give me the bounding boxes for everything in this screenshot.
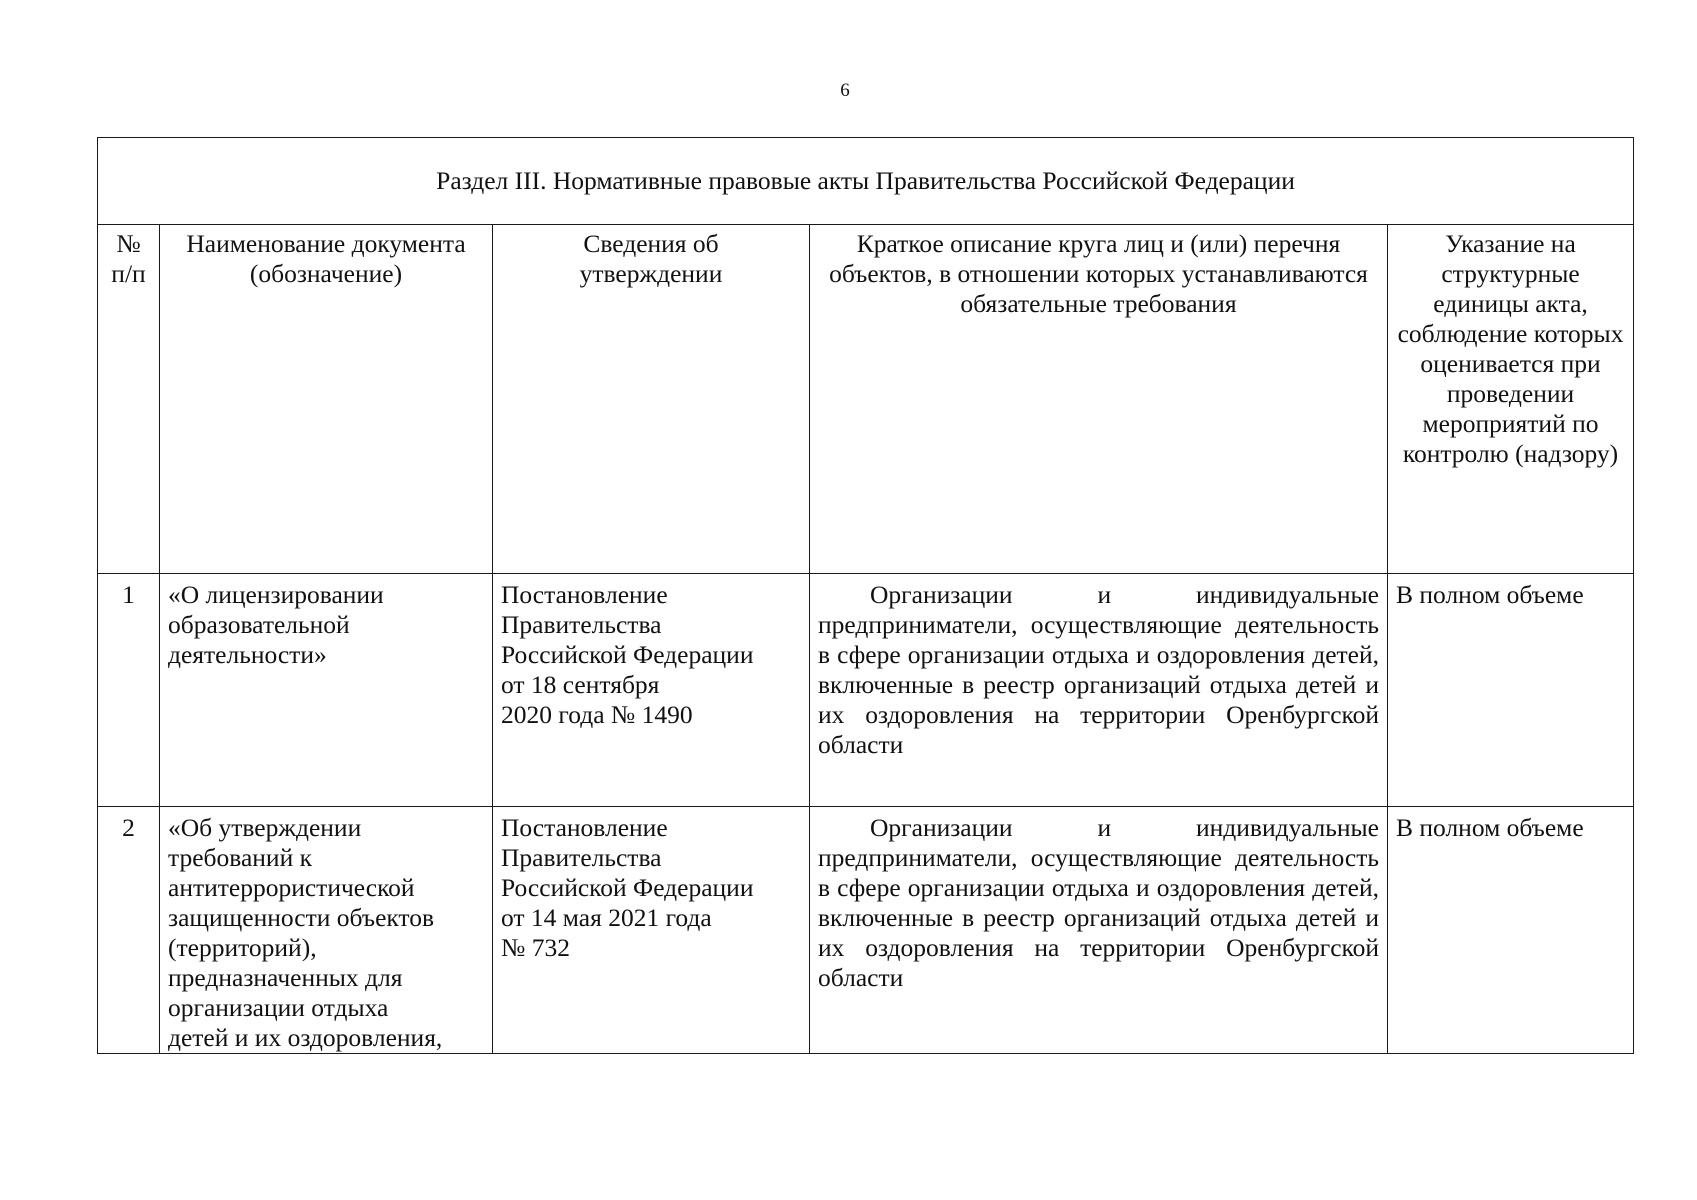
row-structural-units: В полном объеме (1388, 574, 1634, 807)
row-description-first-line: Организации и индивидуальные (870, 580, 1379, 609)
row-number: 1 (98, 574, 160, 807)
row-description-text: предприниматели, осуществляющие деятельность в сфере организации отдыха и оздоровления детей, включенные в реестр организаций отдыха детей и их оздоровления на территории Оренбургской области (818, 843, 1379, 992)
header-row (98, 225, 1634, 574)
row-document-name: «Об утверждении требований к антитеррористической защищенности объектов (территорий), предназначенных для организации отдыха детей и их оздоровления, (160, 807, 493, 1054)
row-description (810, 807, 1388, 1054)
row-document-name: «О лицензировании образовательной деятельности» (160, 574, 493, 807)
row-number: 2 (98, 807, 160, 1054)
section-title-row (98, 138, 1634, 225)
normative-acts-table (97, 137, 1634, 1054)
table-row (98, 807, 1634, 1054)
header-description: Краткое описание круга лиц и (или) перечня объектов, в отношении которых устанавливаются обязательные требования (810, 225, 1388, 574)
row-approval-info: Постановление Правительства Российской Федерации от 14 мая 2021 года № 732 (493, 807, 810, 1054)
table-row (98, 574, 1634, 807)
section-title: Раздел III. Нормативные правовые акты Правительства Российской Федерации (98, 138, 1634, 225)
header-structural-units: Указание на структурные единицы акта, соблюдение которых оценивается при проведении мероприятий по контролю (надзору) (1388, 225, 1634, 574)
row-structural-units: В полном объеме (1388, 807, 1634, 1054)
row-description-first-line: Организации и индивидуальные (870, 813, 1379, 842)
header-document-name: Наименование документа (обозначение) (160, 225, 493, 574)
row-description-text: предприниматели, осуществляющие деятельность в сфере организации отдыха и оздоровления детей, включенные в реестр организаций отдыха детей и их оздоровления на территории Оренбургской области (818, 610, 1379, 759)
header-num: № п/п (98, 225, 160, 574)
row-approval-info: Постановление Правительства Российской Федерации от 18 сентября 2020 года № 1490 (493, 574, 810, 807)
header-approval-info: Сведения об утверждении (493, 225, 810, 574)
row-description (810, 574, 1388, 807)
page-number: 6 (840, 80, 850, 101)
